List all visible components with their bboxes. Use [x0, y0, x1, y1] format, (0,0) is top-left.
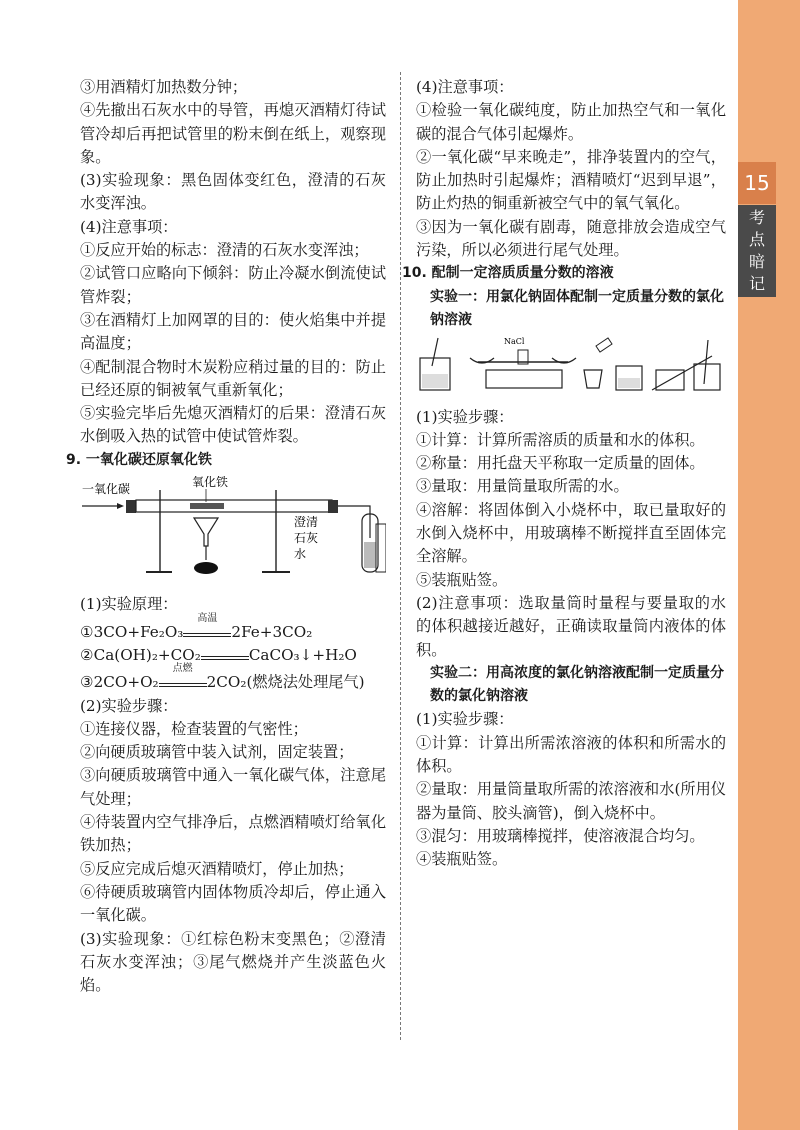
- section-10-title: 10. 配制一定溶质质量分数的溶液: [402, 265, 614, 282]
- label-limewater: 水: [294, 547, 307, 562]
- text-line: ①反应开始的标志：澄清的石灰水变浑浊；: [80, 241, 369, 260]
- eq-condition: 高温: [197, 612, 218, 624]
- label-limewater: 澄清: [294, 515, 319, 530]
- text-line: ④溶解：将固体倒入小烧杯中，取已量取好的水倒入烧杯中，用玻璃棒不断搅拌直至固体完全溶解。: [416, 500, 726, 566]
- equation-2: [80, 644, 386, 667]
- section-tab-char: 暗: [748, 252, 765, 271]
- text-line: ③因为一氧化碳有剧毒，随意排放会造成空气污染，所以必须进行尾气处理。: [416, 217, 726, 260]
- label-nacl: NaCl: [504, 337, 525, 347]
- text-line: ⑤装瓶贴签。: [416, 570, 508, 589]
- section-tab-char: 考: [748, 208, 765, 227]
- text-line: ⑥待硬质玻璃管内固体物质冷却后，停止通入一氧化碳。: [80, 882, 386, 925]
- text-line: ②向硬质玻璃管中装入试剂，固定装置；: [80, 743, 354, 762]
- text-line: ④配制混合物时木炭粉应稍过量的目的：防止已经还原的铜被氧气重新氧化；: [80, 357, 386, 399]
- text-line: (4)注意事项：: [416, 78, 514, 96]
- label-fe2o3: 氧化铁: [192, 476, 229, 490]
- text-line: ④待装置内空气排净后，点燃酒精喷灯给氧化铁加热；: [80, 813, 386, 855]
- text-line: ④先撤出石灰水中的导管，再熄灭酒精灯待试管冷却后再把试管里的粉末倒在纸上，观察现象。: [80, 101, 386, 166]
- page-number: 15: [738, 162, 776, 204]
- text-line: ①计算：计算出所需浓溶液的体积和所需水的体积。: [416, 733, 726, 776]
- label-limewater: 石灰: [294, 531, 319, 546]
- eq-right: 2Fe+3CO₂: [231, 622, 313, 641]
- text-line: (2)实验步骤：: [80, 696, 178, 715]
- apparatus-diagram: [80, 476, 386, 580]
- text-line: (1)实验步骤：: [416, 710, 514, 729]
- solution-prep-diagram: [416, 336, 726, 392]
- text-line: ①计算：计算所需溶质的质量和水的体积。: [416, 430, 705, 449]
- text-line: ①检验一氧化碳纯度，防止加热空气和一氧化碳的混合气体引起爆炸。: [416, 101, 726, 143]
- equation-3: [80, 663, 386, 694]
- eq-left: ③2CO+O₂: [80, 673, 159, 692]
- eq-condition: 点燃: [172, 663, 193, 675]
- text-line: ②量取：用量筒量取所需的浓溶液和水(所用仪器为量筒、胶头滴管)，倒入烧杯中。: [416, 780, 726, 822]
- text-line: ③用酒精灯加热数分钟；: [80, 78, 248, 96]
- eq-left: ①3CO+Fe₂O₃: [80, 622, 184, 641]
- principle-heading: (1)实验原理：: [80, 595, 178, 614]
- eq-condition-arrow: [201, 648, 249, 660]
- text-line: ⑤反应完成后熄灭酒精喷灯，停止加热；: [80, 859, 354, 878]
- column-divider: [400, 72, 401, 1040]
- text-line: (1)实验步骤：: [416, 407, 514, 426]
- text-line: ③向硬质玻璃管中通入一氧化碳气体，注意尾气处理；: [80, 766, 386, 808]
- text-line: ⑤实验完毕后先熄灭酒精灯的后果：澄清石灰水倒吸入热的试管中使试管炸裂。: [80, 404, 386, 446]
- text-line: (3)实验现象：黑色固体变红色，澄清的石灰水变浑浊。: [80, 171, 386, 213]
- text-line: ②称量：用托盘天平称取一定质量的固体。: [416, 454, 705, 473]
- experiment-2-title: 实验二：用高浓度的氯化钠溶液配制一定质量分数的氯化钠溶液: [430, 664, 724, 705]
- section-9-title: 9. 一氧化碳还原氧化铁: [66, 451, 212, 468]
- eq-left: ②Ca(OH)₂+CO₂: [80, 645, 201, 664]
- text-line: (4)注意事项：: [80, 217, 178, 236]
- section-tab-char: 点: [748, 230, 765, 249]
- section-tab: [738, 205, 776, 297]
- text-line: ③在酒精灯上加网罩的目的：使火焰集中并提高温度；: [80, 310, 386, 353]
- left-column: [66, 76, 386, 997]
- text-line: ①连接仪器，检查装置的气密性；: [80, 719, 308, 738]
- solution-prep-figure: [416, 336, 726, 399]
- co-reduction-apparatus-figure: [80, 476, 386, 587]
- text-line: ④装瓶贴签。: [416, 850, 508, 869]
- text-line: ③量取：用量筒量取所需的水。: [416, 477, 629, 496]
- text-line: ②一氧化碳“早来晚走”，排净装置内的空气，防止加热时引起爆炸；酒精喷灯“迟到早退”，防止灼热的铜重新被空气中的氧气氧化。: [416, 147, 726, 213]
- label-co: 一氧化碳: [82, 482, 131, 497]
- text-line: ③混匀：用玻璃棒搅拌，使溶液混合均匀。: [416, 826, 705, 845]
- equation-1: [80, 612, 386, 644]
- text-line: ②试管口应略向下倾斜：防止冷凝水倒流使试管炸裂；: [80, 264, 386, 306]
- experiment-1-title: 实验一：用氯化钠固体配制一定质量分数的氯化钠溶液: [430, 288, 724, 328]
- eq-condition-arrow: [183, 612, 231, 637]
- right-column: [402, 76, 726, 872]
- eq-right: 2CO₂(燃烧法处理尾气): [206, 673, 365, 692]
- section-tab-char: 记: [748, 274, 765, 293]
- eq-condition-arrow: [159, 663, 207, 687]
- text-line: (3)实验现象：①红棕色粉末变黑色；②澄清石灰水变浑浊；③尾气燃烧并产生淡蓝色火焰。: [80, 929, 386, 995]
- eq-right: CaCO₃↓+H₂O: [248, 645, 357, 664]
- text-line: (2)注意事项：选取量筒时量程与要量取的水的体积越接近越好，正确读取量筒内液体的体积。: [416, 593, 726, 659]
